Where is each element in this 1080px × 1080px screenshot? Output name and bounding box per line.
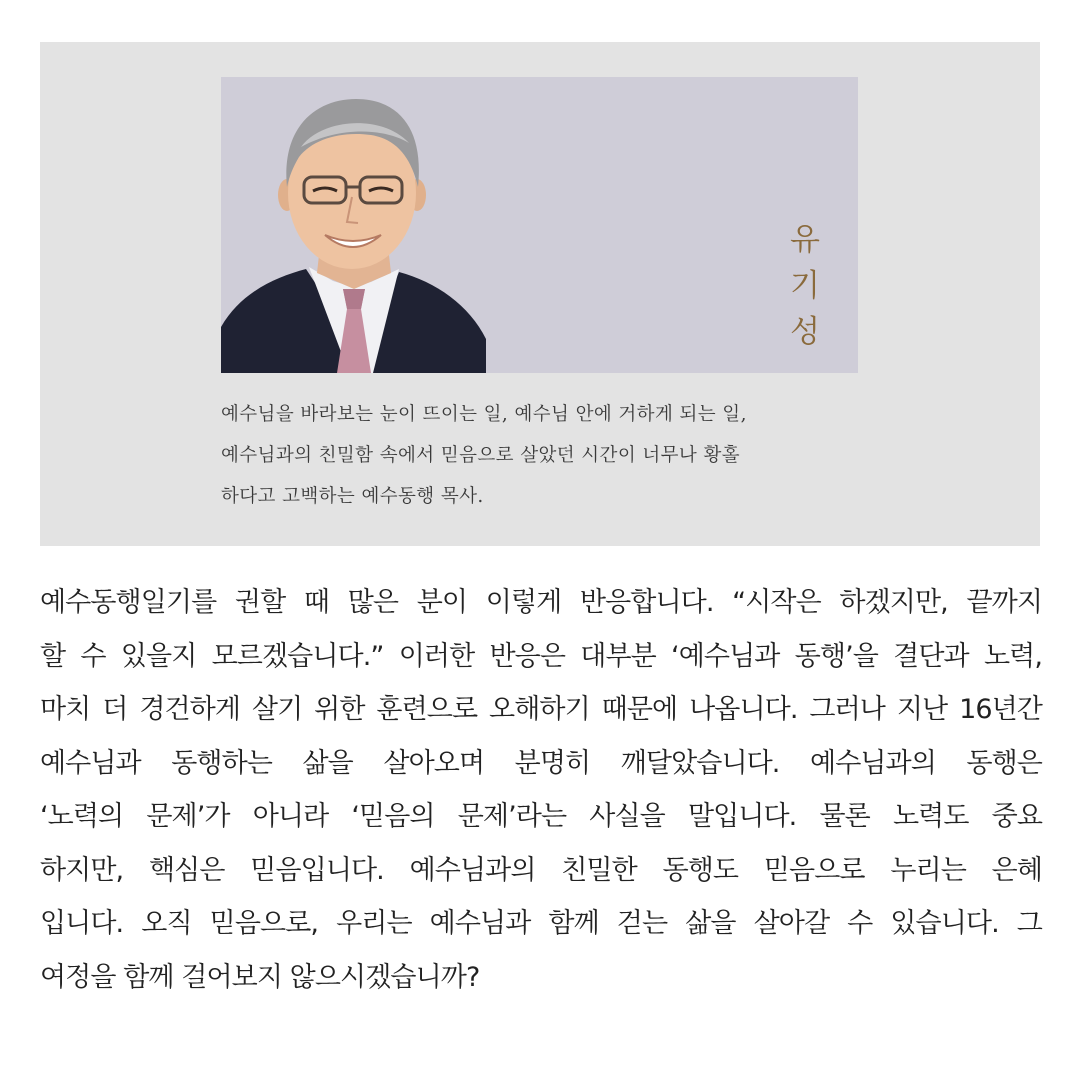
body-line: 예수님과 동행하는 삶을 살아오며 분명히 깨달았습니다. 예수님과의 동행은 (40, 747, 1042, 779)
body-line: 할 수 있을지 모르겠습니다.” 이러한 반응은 대부분 ‘예수님과 동행’을 결단과 노력, (40, 640, 1042, 672)
body-line: 하지만, 핵심은 믿음입니다. 예수님과의 친밀한 동행도 믿음으로 누리는 은혜 (40, 854, 1042, 886)
body-line: 입니다. 오직 믿음으로, 우리는 예수님과 함께 걷는 삶을 살아갈 수 있습니다. 그 (40, 908, 1042, 939)
body-paragraph (40, 576, 1042, 1004)
body-line: ‘노력의 문제’가 아니라 ‘믿음의 문제’라는 사실을 말입니다. 물론 노력도 중요 (40, 801, 1042, 832)
author-bio-line: 하다고 고백하는 예수동행 목사. (221, 486, 484, 507)
author-name-char: 기 (790, 268, 820, 304)
body-line: 여정을 함께 걸어보지 않으시겠습니까? (40, 961, 480, 993)
author-intro-panel (40, 42, 1040, 546)
author-bio (221, 394, 871, 517)
author-bio-line: 예수님과의 친밀함 속에서 믿음으로 살았던 시간이 너무나 황홀 (221, 445, 741, 466)
body-line: 마치 더 경건하게 살기 위한 훈련으로 오해하기 때문에 나옵니다. 그러나 지난 16년간 (40, 694, 1042, 725)
author-bio-line: 예수님을 바라보는 눈이 뜨이는 일, 예수님 안에 거하게 되는 일, (221, 404, 747, 425)
author-portrait (221, 77, 486, 373)
author-card (221, 77, 858, 373)
author-name-char: 성 (790, 314, 820, 350)
body-line: 예수동행일기를 권할 때 많은 분이 이렇게 반응합니다. “시작은 하겠지만, 끝까지 (40, 587, 1042, 618)
author-name (783, 217, 827, 355)
author-name-char: 유 (790, 222, 820, 258)
